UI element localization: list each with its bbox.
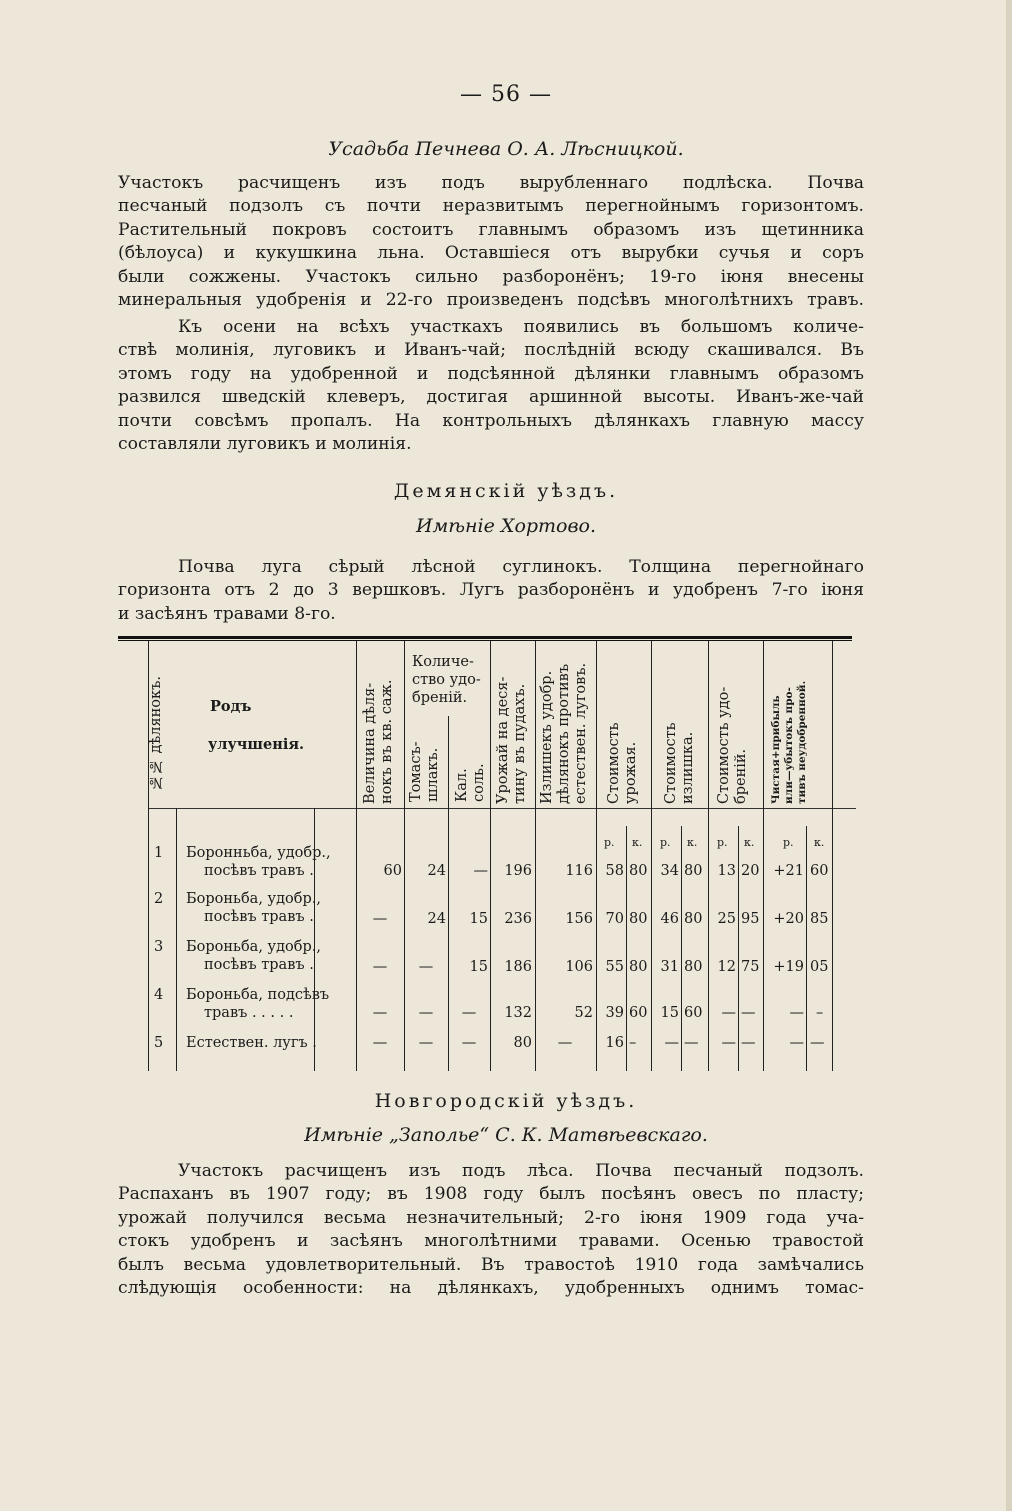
text-line: развился шведскій клеверъ, достигая аршинной высоты. Иванъ-же-чай xyxy=(118,387,864,408)
table-top-rule-thin xyxy=(118,640,852,641)
cell-cost-fert-k: 95 xyxy=(741,911,760,927)
kopecks-label: к. xyxy=(744,836,755,849)
header-net-profit: или—убытокъ про- xyxy=(783,687,795,804)
header-thomas-slag: шлакъ. xyxy=(425,747,441,802)
header-cost-excess: Стоимость xyxy=(663,722,679,804)
cell-cost-yield-r: 70 xyxy=(605,911,624,927)
estate-title: Имѣніе „Заполье“ С. К. Матвѣевскаго. xyxy=(304,1124,708,1146)
cell-net-r: +20 xyxy=(773,911,804,927)
header-net-profit: тивъ неудобренной. xyxy=(796,680,808,804)
cell-potash: — xyxy=(473,863,488,879)
row-number: 5 xyxy=(154,1035,164,1051)
cell-cost-yield-k: – xyxy=(629,1035,637,1051)
cell-excess: 116 xyxy=(565,863,593,879)
header-yield: Урожай на деся- xyxy=(495,676,511,804)
cell-cost-fert-k: 20 xyxy=(741,863,760,879)
cell-size: 60 xyxy=(383,863,402,879)
column-divider xyxy=(738,826,739,1071)
cell-cost-fert-k: 75 xyxy=(741,959,760,975)
header-kind: улучшенія. xyxy=(208,736,305,753)
cell-size: — xyxy=(372,911,388,927)
text-line: Къ осени на всѣхъ участкахъ появились въ большомъ количе- xyxy=(178,317,864,337)
kopecks-label: к. xyxy=(814,836,825,849)
cell-cost-excess-k: 80 xyxy=(684,863,703,879)
estate-title: Усадьба Печнева О. А. Лѣсницкой. xyxy=(328,138,684,160)
cell-cost-fert-k: — xyxy=(741,1035,756,1051)
header-cost-yield: Стоимость xyxy=(606,722,622,804)
column-divider xyxy=(681,826,682,1071)
cell-cost-yield-k: 60 xyxy=(629,1005,648,1021)
paragraph-1 xyxy=(118,172,864,312)
text-line: и засѣянъ травами 8-го. xyxy=(118,603,336,624)
cell-cost-yield-r: 55 xyxy=(605,959,624,975)
header-fertilizer: бреній. xyxy=(412,690,468,706)
rubles-label: р. xyxy=(604,836,615,849)
cell-net-k: 05 xyxy=(810,959,829,975)
header-potash: Кал. xyxy=(454,768,470,802)
row-kind: травъ . . . . . xyxy=(204,1005,294,1021)
cell-cost-fert-r: — xyxy=(721,1005,736,1021)
row-kind: Бороньба, удобр., xyxy=(186,891,321,907)
cell-excess: 156 xyxy=(565,911,593,927)
cell-potash: 15 xyxy=(469,911,488,927)
cell-cost-excess-k: — xyxy=(684,1035,699,1051)
cell-cost-yield-k: 80 xyxy=(629,911,648,927)
text-line: были сожжены. Участокъ сильно разборонёнъ; 19-го іюня внесены xyxy=(118,266,864,287)
row-kind: Естествен. лугъ . xyxy=(186,1035,317,1051)
header-cost-fertilizer: Стоимость удо- xyxy=(716,686,732,804)
cell-cost-yield-r: 39 xyxy=(605,1005,624,1021)
cell-cost-excess-r: 34 xyxy=(660,863,679,879)
text-line: Участокъ расчищенъ изъ подъ вырубленнаго подлѣска. Почва xyxy=(118,173,864,193)
text-line: горизонта отъ 2 до 3 вершковъ. Лугъ разборонёнъ и удобренъ 7-го іюня xyxy=(118,580,864,601)
cell-excess: 106 xyxy=(565,959,593,975)
cell-size: — xyxy=(372,1005,388,1021)
cell-cost-excess-r: 46 xyxy=(660,911,679,927)
column-divider xyxy=(763,641,764,1071)
cell-cost-yield-r: 16 xyxy=(605,1035,624,1051)
rubles-label: р. xyxy=(783,836,794,849)
text-line: минеральныя удобренія и 22-го произведенъ подсѣвъ многолѣтнихъ травъ. xyxy=(118,290,864,311)
text-line: (бѣлоуса) и кукушкина льна. Оставшіеся отъ вырубки сучья и соръ xyxy=(118,243,864,264)
cell-net-r: +19 xyxy=(773,959,804,975)
column-divider xyxy=(490,641,491,1071)
header-potash: соль. xyxy=(471,763,487,802)
kopecks-label: к. xyxy=(687,836,698,849)
cell-thomas: — xyxy=(418,959,434,975)
header-yield: тину въ пудахъ. xyxy=(512,683,528,804)
cell-cost-fert-r: 25 xyxy=(717,911,736,927)
row-kind: Боронньба, удобр., xyxy=(186,845,331,861)
cell-size: — xyxy=(372,1035,388,1051)
text-line: ствѣ молинія, луговикъ и Иванъ-чай; послѣдній всюду скашивался. Въ xyxy=(118,340,864,361)
column-divider xyxy=(626,826,627,1071)
cell-net-r: — xyxy=(789,1005,804,1021)
cell-cost-excess-k: 80 xyxy=(684,911,703,927)
cell-yield: 196 xyxy=(504,863,532,879)
cell-potash: — xyxy=(461,1035,477,1051)
cell-cost-yield-k: 80 xyxy=(629,863,648,879)
column-divider xyxy=(708,641,709,1071)
cell-cost-excess-r: — xyxy=(664,1035,679,1051)
header-plot-number: №№ дѣлянокъ. xyxy=(148,676,164,791)
column-divider xyxy=(806,826,807,1071)
text-line: урожай получился весьма незначительный; 2-го іюня 1909 года уча- xyxy=(118,1207,864,1228)
cell-cost-fert-r: 13 xyxy=(717,863,736,879)
kopecks-label: к. xyxy=(632,836,643,849)
header-cost-fertilizer: бреній. xyxy=(733,748,749,804)
cell-cost-yield-r: 58 xyxy=(605,863,624,879)
cell-net-k: – xyxy=(816,1005,824,1021)
cell-potash: 15 xyxy=(469,959,488,975)
text-line: Участокъ расчищенъ изъ подъ лѣса. Почва песчаный подзолъ. xyxy=(178,1161,864,1181)
header-excess: дѣлянокъ противъ xyxy=(556,663,572,804)
row-kind: посѣвъ травъ . xyxy=(204,957,314,973)
column-divider xyxy=(448,716,449,1071)
column-divider xyxy=(596,641,597,1071)
row-kind: Бороньба, удобр., xyxy=(186,939,321,955)
text-line: этомъ году на удобренной и подсѣянной дѣлянки главнымъ образомъ xyxy=(118,363,864,384)
table-top-rule xyxy=(118,636,852,639)
rubles-label: р. xyxy=(660,836,671,849)
cell-net-k: — xyxy=(810,1035,825,1051)
row-number: 3 xyxy=(154,939,164,955)
cell-net-k: 60 xyxy=(810,863,829,879)
header-fertilizer: Количе- xyxy=(412,654,474,670)
text-line: слѣдующія особенности: на дѣлянкахъ, удобренныхъ однимъ томас- xyxy=(118,1278,864,1299)
header-cost-excess: излишка. xyxy=(680,731,696,804)
text-line: стокъ удобренъ и засѣянъ многолѣтними травами. Осенью травостой xyxy=(118,1231,864,1252)
cell-cost-excess-k: 60 xyxy=(684,1005,703,1021)
rubles-label: р. xyxy=(717,836,728,849)
column-divider xyxy=(832,641,833,1071)
text-line: почти совсѣмъ пропалъ. На контрольныхъ дѣлянкахъ главную массу xyxy=(118,410,864,431)
paragraph-2 xyxy=(118,316,864,456)
cell-yield: 186 xyxy=(504,959,532,975)
text-line: песчаный подзолъ съ почти неразвитымъ перегнойнымъ горизонтомъ. xyxy=(118,196,864,217)
cell-yield: 80 xyxy=(513,1035,532,1051)
cell-thomas: 24 xyxy=(427,863,446,879)
cell-thomas: 24 xyxy=(427,911,446,927)
cell-cost-fert-r: 12 xyxy=(717,959,736,975)
cell-net-k: 85 xyxy=(810,911,829,927)
text-line: былъ весьма удовлетворительный. Въ травостоѣ 1910 года замѣчались xyxy=(118,1254,864,1275)
row-kind: Бороньба, подсѣвъ xyxy=(186,987,330,1003)
cell-potash: — xyxy=(461,1005,477,1021)
cell-cost-fert-k: — xyxy=(741,1005,756,1021)
cell-thomas: — xyxy=(418,1005,434,1021)
cell-net-r: — xyxy=(789,1035,804,1051)
row-kind: посѣвъ травъ . xyxy=(204,909,314,925)
text-line: Распаханъ въ 1907 году; въ 1908 году былъ посѣянъ овесъ по пласту; xyxy=(118,1184,864,1205)
header-plot-size: нокъ въ кв. саж. xyxy=(379,679,395,804)
column-divider xyxy=(404,641,405,1071)
table-header-rule xyxy=(148,808,856,809)
district-title: Новгородскій уѣздъ. xyxy=(374,1090,638,1112)
header-fertilizer: ство удо- xyxy=(412,672,481,688)
row-number: 1 xyxy=(154,845,164,861)
column-divider xyxy=(176,808,177,1071)
cell-yield: 132 xyxy=(504,1005,532,1021)
column-divider xyxy=(535,641,536,1071)
header-excess: естествен. луговъ. xyxy=(573,662,589,804)
paragraph-3 xyxy=(118,556,864,626)
header-excess: Излишекъ удобр. xyxy=(539,670,555,804)
district-title: Демянскій уѣздъ. xyxy=(393,480,619,502)
column-divider xyxy=(651,641,652,1071)
header-thomas-slag: Томасъ- xyxy=(408,741,424,802)
cell-cost-yield-k: 80 xyxy=(629,959,648,975)
paragraph-4 xyxy=(118,1160,864,1300)
header-plot-size: Величина дѣля- xyxy=(362,682,378,804)
cell-excess: — xyxy=(557,1035,573,1051)
text-line: Почва луга сѣрый лѣсной суглинокъ. Толщина перегнойнаго xyxy=(178,557,864,577)
data-table xyxy=(118,636,856,1073)
cell-cost-excess-r: 31 xyxy=(660,959,679,975)
row-number: 2 xyxy=(154,891,164,907)
cell-thomas: — xyxy=(418,1035,434,1051)
header-cost-yield: урожая. xyxy=(623,741,639,804)
page-number: — 56 — xyxy=(460,82,552,107)
cell-cost-fert-r: — xyxy=(721,1035,736,1051)
column-divider xyxy=(356,641,357,1071)
cell-cost-excess-r: 15 xyxy=(660,1005,679,1021)
header-kind: Родъ xyxy=(210,698,252,715)
header-net-profit: Чистая+прибыль xyxy=(770,695,782,804)
cell-cost-excess-k: 80 xyxy=(684,959,703,975)
cell-net-r: +21 xyxy=(773,863,804,879)
text-line: Растительный покровъ состоитъ главнымъ образомъ изъ щетинника xyxy=(118,219,864,240)
row-kind: посѣвъ травъ . xyxy=(204,863,314,879)
cell-size: — xyxy=(372,959,388,975)
cell-yield: 236 xyxy=(504,911,532,927)
cell-excess: 52 xyxy=(574,1005,593,1021)
estate-title: Имѣніе Хортово. xyxy=(415,515,597,537)
row-number: 4 xyxy=(154,987,164,1003)
text-line: составляли луговикъ и молинія. xyxy=(118,434,412,455)
